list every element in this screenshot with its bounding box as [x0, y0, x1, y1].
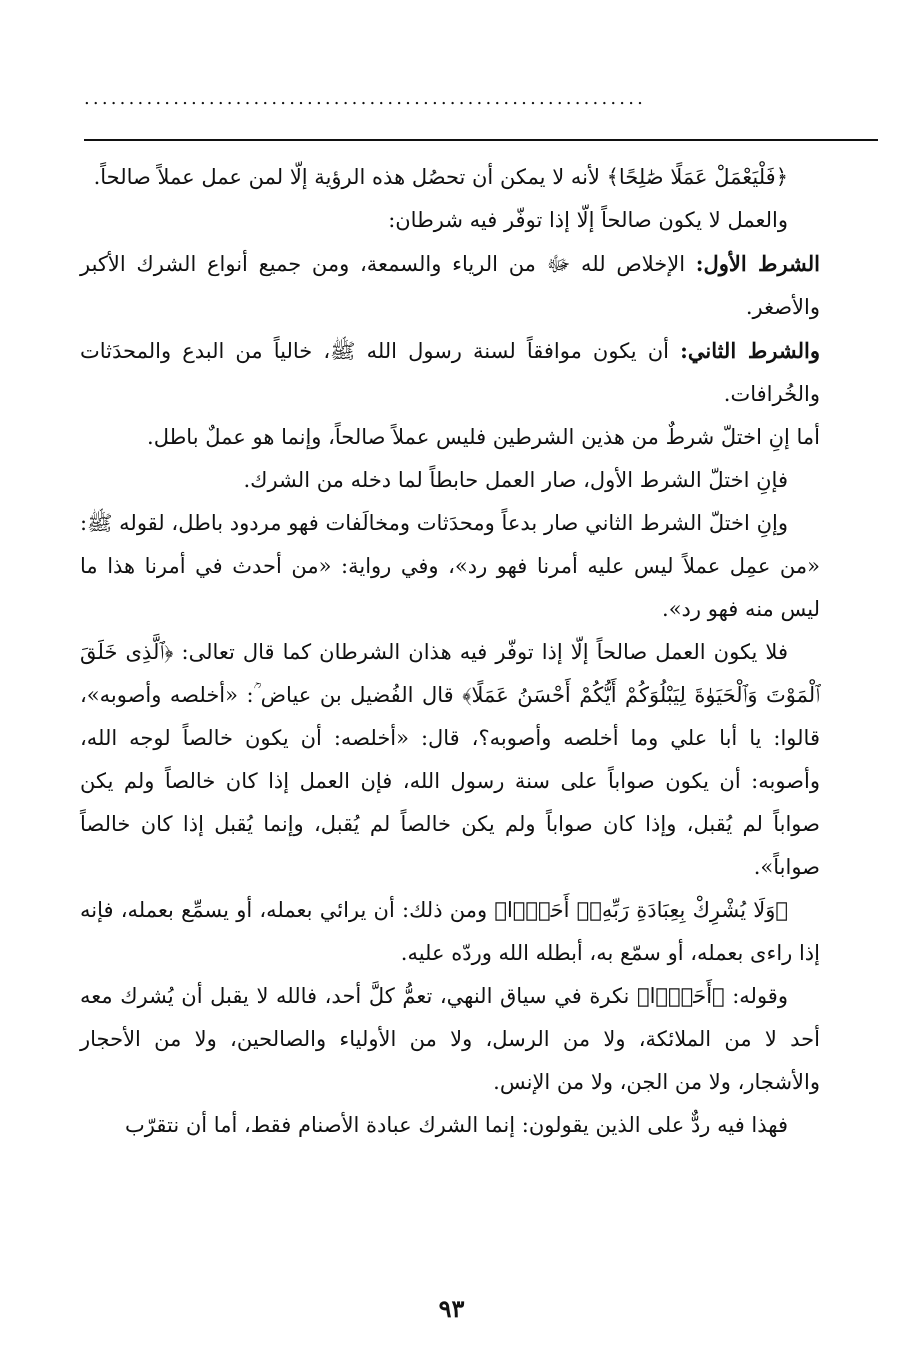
paragraph-two-conditions: والعمل لا يكون صالحاً إلّا إذا توفّر فيه شرطان: — [388, 208, 788, 232]
paragraph-no-shirk: ﴿وَلَا يُشْرِكْ بِعِبَادَةِ رَبِّهِۦٓ أَحَدًۢا﴾ ومن ذلك: أن يرائي بعمله، أو يسمِّع بعمله، فإنه إذا راءى بعمله، أو سمّع به، أبطله الله وردّه عليه. — [80, 898, 820, 965]
second-condition-heading: والشرط الثاني: — [680, 338, 821, 363]
body-text — [80, 156, 820, 1147]
first-condition-heading: الشرط الأول: — [695, 251, 820, 276]
paragraph-first-condition — [80, 242, 820, 329]
paragraph-second-broken: وإنِ اختلّ الشرط الثاني صار بدعاً ومحدَثات ومخالَفات فهو مردود باطل، لقوله ﷺ: «من عمِل عملاً ليس عليه أمرنا فهو رد»، وفي رواية: «من أحدث في أمرنا هذا ما ليس منه فهو رد». — [80, 511, 820, 621]
paragraph-second-condition — [80, 329, 820, 416]
paragraph-verse-intro: ﴿فَلْيَعْمَلْ عَمَلًا صَٰلِحًا﴾ لأنه لا يمكن أن تحصُل هذه الرؤية إلّا لمن عمل عملاً صالحاً. — [93, 165, 788, 189]
page-number: ٩٣ — [438, 1294, 465, 1323]
paragraph-first-broken: فإنِ اختلّ الشرط الأول، صار العمل حابطاً لما دخله من الشرك. — [243, 468, 788, 492]
paragraph-refutation: فهذا فيه ردٌّ على الذين يقولون: إنما الشرك عبادة الأصنام فقط، أما أن نتقرّب — [125, 1113, 788, 1137]
second-condition-text: أن يكون موافقاً لسنة رسول الله ﷺ، خالياً من البدع والمحدَثات والخُرافات. — [80, 339, 820, 406]
first-condition-text: الإخلاص لله ﷻ من الرياء والسمعة، ومن جميع أنواع الشرك الأكبر والأصغر. — [80, 252, 820, 319]
header-rule — [84, 139, 878, 141]
header-dotted-line: ............................................................... — [84, 88, 647, 109]
paragraph-fudail-quote: فلا يكون العمل صالحاً إلّا إذا توفّر فيه هذان الشرطان كما قال تعالى: ﴿ٱلَّذِى خَلَقَ ٱلْمَوْتَ وَٱلْحَيَوٰةَ لِيَبْلُوَكُمْ أَيُّكُمْ أَحْسَنُ عَمَلًا﴾ قال الفُضيل بن عياض ؒ: «أخلصه وأصوبه»، قالوا: يا أبا علي وما أخلصه وأصوبه؟، قال: «أخلصه: أن يكون خالصاً لوجه الله، وأصوبه: أن يكون صواباً على سنة رسول الله، فإن العمل إذا كان خالصاً ولم يكن صواباً لم يُقبل، وإذا كان صواباً ولم يكن خالصاً لم يُقبل، وإنما يُقبل إذا كان خالصاً صواباً». — [80, 640, 820, 879]
paragraph-invalid-work: أما إنِ اختلّ شرطٌ من هذين الشرطين فليس عملاً صالحاً، وإنما هو عملٌ باطل. — [147, 425, 820, 449]
paragraph-ahadan: وقوله: ﴿أَحَدًۢا﴾ نكرة في سياق النهي، تعمُّ كلَّ أحد، فالله لا يقبل أن يُشرك معه أحد لا من الملائكة، ولا من الرسل، ولا من الأولياء والصالحين، ولا من الأحجار والأشجار، ولا من الجن، ولا من الإنس. — [80, 984, 820, 1094]
